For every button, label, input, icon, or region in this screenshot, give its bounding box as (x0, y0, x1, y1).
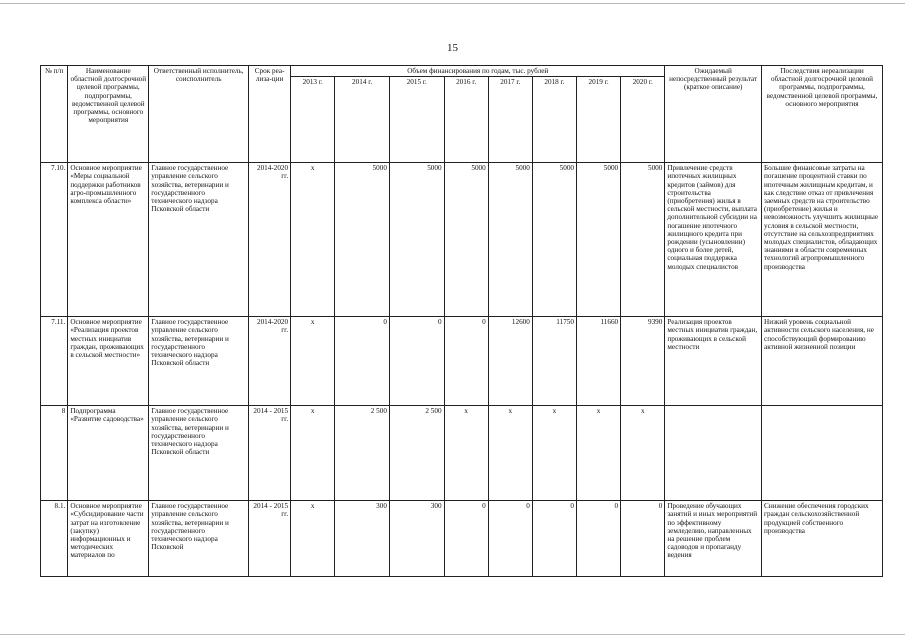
table-row (41, 317, 883, 406)
row-value: 0 (444, 501, 488, 577)
header-executor: Ответственный исполнитель, соисполнитель (149, 66, 249, 163)
program-table (40, 65, 883, 577)
table-row (41, 501, 883, 577)
header-year: 2015 г. (389, 77, 444, 163)
header-year: 2019 г. (577, 77, 621, 163)
row-value: x (291, 317, 335, 406)
row-consequences: Низкий уровень социальной активности сельского населения, не способствующий формированию активной жизненной позиции (762, 317, 883, 406)
row-num: 8.1. (41, 501, 68, 577)
row-value: 2 500 (389, 406, 444, 501)
header-year: 2014 г. (335, 77, 390, 163)
page-number: 15 (447, 42, 458, 54)
scan-edge-top (0, 3, 905, 4)
row-name: Основное мероприятие «Реализация проектов местных инициатив граждан, проживающих в сельской местности» (68, 317, 149, 406)
row-value: 300 (389, 501, 444, 577)
row-term: 2014 - 2015 гг. (249, 501, 291, 577)
header-year: 2013 г. (291, 77, 335, 163)
row-num: 7.11. (41, 317, 68, 406)
header-consequences: Последствия нереализации областной долгосрочной целевой программы, подпрограммы, ведомственной целевой программы, основного мероприятия (762, 66, 883, 163)
row-value: 300 (335, 501, 390, 577)
row-value: 5000 (389, 163, 444, 317)
row-name: Основное мероприятие «Меры социальной поддержки работников агро-промышленного комплекса области» (68, 163, 149, 317)
header-expected: Ожидаемый непосредственный результат (краткое описание) (665, 66, 762, 163)
row-value: x (291, 406, 335, 501)
row-value: 5000 (577, 163, 621, 317)
header-num: № п/п (41, 66, 68, 163)
row-value: x (577, 406, 621, 501)
row-value: 5000 (532, 163, 576, 317)
row-value: 0 (335, 317, 390, 406)
header-year: 2020 г. (621, 77, 665, 163)
row-value: 11750 (532, 317, 576, 406)
row-value: 5000 (444, 163, 488, 317)
row-term: 2014-2020 гг. (249, 317, 291, 406)
row-term: 2014 - 2015 гг. (249, 406, 291, 501)
row-value: 0 (577, 501, 621, 577)
row-executor: Главное государственное управление сельского хозяйства, ветеринарии и государственного технического надзора Псковской (149, 501, 249, 577)
header-year: 2017 г. (488, 77, 532, 163)
row-executor: Главное государственное управление сельского хозяйства, ветеринарии и государственного технического надзора Псковской области (149, 317, 249, 406)
row-value: 0 (488, 501, 532, 577)
row-expected: Привлечение средств ипотечных жилищных кредитов (займов) для строительства (приобретения) жилья в сельской местности, выплата дополнительной субсидии на погашение ипотечного жилищного кредита при рождении (усыновлении) одного и более детей, социальная поддержка молодых специалистов (665, 163, 762, 317)
row-value: x (291, 501, 335, 577)
row-value: x (291, 163, 335, 317)
header-year: 2018 г. (532, 77, 576, 163)
row-expected: Проведение обучающих занятий и иных мероприятий по эффективному земледелию, направленных на решение проблем садоводов и пропаганду ведения (665, 501, 762, 577)
row-value: x (444, 406, 488, 501)
row-value: 0 (621, 501, 665, 577)
row-value: x (621, 406, 665, 501)
row-name: Основное мероприятие «Субсидирование части затрат на изготовление (закупку) информационных и методических материалов по (68, 501, 149, 577)
header-term: Срок реа-лиза-ции (249, 66, 291, 163)
row-term: 2014-2020 гг. (249, 163, 291, 317)
row-value: 0 (389, 317, 444, 406)
header-funding: Объем финансирования по годам, тыс. рублей (291, 66, 665, 77)
row-value: x (532, 406, 576, 501)
row-value: 5000 (621, 163, 665, 317)
table-row (41, 163, 883, 317)
row-expected: Реализация проектов местных инициатив граждан, проживающих в сельской местности (665, 317, 762, 406)
header-year: 2016 г. (444, 77, 488, 163)
row-name: Подпрограмма «Развитие садоводства» (68, 406, 149, 501)
row-num: 7.10. (41, 163, 68, 317)
row-value: 12600 (488, 317, 532, 406)
row-value: 0 (532, 501, 576, 577)
row-expected (665, 406, 762, 501)
row-executor: Главное государственное управление сельского хозяйства, ветеринарии и государственного технического надзора Псковской области (149, 163, 249, 317)
row-consequences: Снижение обеспечения городских граждан сельскохозяйственной продукцией собственного производства (762, 501, 883, 577)
row-value: 11660 (577, 317, 621, 406)
row-value: 9390 (621, 317, 665, 406)
row-num: 8 (41, 406, 68, 501)
scan-edge-bottom (0, 634, 905, 635)
row-consequences: Большие финансовые затраты на погашение процентной ставки по ипотечным жилищным кредитам, и как следствие отказ от привлечения заемных средств на строительство (приобретение) жилья и невозможность улучшить жилищные условия в сельской местности, отсутствие на сельхозпредприятиях молодых специалистов, обладающих знаниями в области современных технологий агропромышленного производства (762, 163, 883, 317)
row-executor: Главное государственное управление сельского хозяйства, ветеринарии и государственного технического надзора Псковской области (149, 406, 249, 501)
row-consequences (762, 406, 883, 501)
header-name: Наименование областной долгосрочной целевой программы, подпрограммы, ведомственной целевой программы, основного мероприятия (68, 66, 149, 163)
row-value: 2 500 (335, 406, 390, 501)
row-value: 5000 (488, 163, 532, 317)
table-row (41, 406, 883, 501)
row-value: x (488, 406, 532, 501)
row-value: 5000 (335, 163, 390, 317)
row-value: 0 (444, 317, 488, 406)
